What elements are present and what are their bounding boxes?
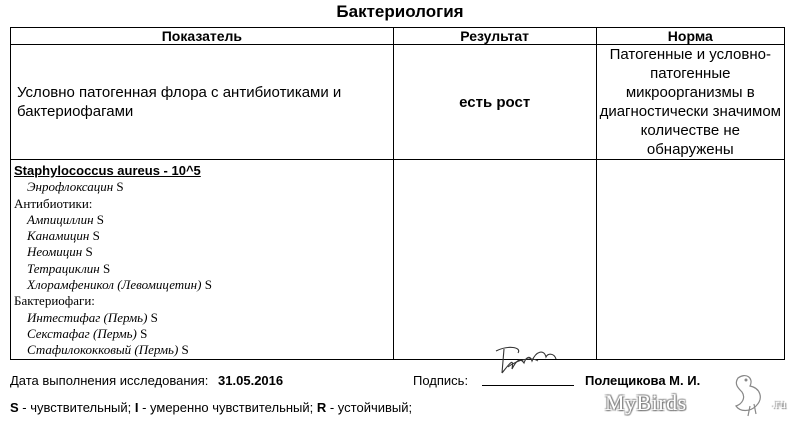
legend-text: - устойчивый; <box>326 400 413 415</box>
signature-line <box>482 385 574 386</box>
column-header-result: Результат <box>393 28 596 45</box>
legend-key: R <box>316 400 327 415</box>
date-line <box>10 373 283 388</box>
legend <box>10 400 412 415</box>
antibiotics-label: Антибиотики: <box>14 195 93 211</box>
table-row-details <box>11 160 785 360</box>
details-cell <box>11 160 394 360</box>
sensitivity-mark: S <box>85 244 93 260</box>
watermark-tld: .ru <box>772 396 787 411</box>
antibiotic-name: Хлорамфеникол (Левомицетин) <box>27 277 202 293</box>
signature-image <box>488 343 568 381</box>
sensitivity-mark: S <box>96 211 105 227</box>
organism-name: Staphylococcus aureus - 10^5 <box>14 163 201 178</box>
sensitivity-mark: S <box>204 277 212 293</box>
antibiotic-name: Канамицин <box>27 228 90 244</box>
sensitivity-mark: S <box>116 179 124 195</box>
norm-cell: Патогенные и условно-патогенные микроорганизмы в диагностически значимом количестве не обнаружены <box>596 45 784 160</box>
watermark-text: MyBirds <box>605 390 687 415</box>
phage-name: Интестифаг (Пермь) <box>27 309 148 325</box>
indicator-cell: Условно патогенная флора с антибиотиками и бактериофагами <box>11 45 394 160</box>
phage-name: Секстафаг (Пермь) <box>27 325 137 341</box>
phages-label: Бактериофаги: <box>14 293 95 309</box>
antibiotic-name: Неомицин <box>27 244 83 260</box>
watermark <box>605 370 795 422</box>
column-header-indicator: Показатель <box>11 28 394 45</box>
table-header-row <box>11 28 785 45</box>
antibiotic-name: Тетрациклин <box>27 260 100 276</box>
antibiotic-name: Ампициллин <box>27 211 94 227</box>
date-value: 31.05.2016 <box>218 373 284 388</box>
table-row <box>11 45 785 160</box>
sensitivity-mark: S <box>140 325 148 341</box>
column-header-norm: Норма <box>596 28 784 45</box>
legend-key: I <box>134 400 139 415</box>
page-title: Бактериология <box>336 2 464 21</box>
date-label: Дата выполнения исследования: <box>10 373 209 388</box>
result-cell: есть рост <box>393 45 596 160</box>
empty-norm-cell <box>596 160 784 360</box>
sensitivity-mark: S <box>150 309 158 325</box>
sensitivity-mark: S <box>102 260 111 276</box>
organism-drug: Энрофлоксацин <box>27 179 114 195</box>
signature-label: Подпись: <box>413 373 469 388</box>
phage-name: Стафилококковый (Пермь) <box>27 342 179 358</box>
empty-result-cell <box>393 160 596 360</box>
legend-key: S <box>10 400 19 415</box>
bacteriology-table <box>10 27 785 360</box>
bird-logo-icon <box>720 370 770 418</box>
sensitivity-mark: S <box>181 342 189 358</box>
signer-name: Полещикова М. И. <box>585 373 701 388</box>
sensitivity-mark: S <box>92 228 100 244</box>
legend-text: - умеренно чувствительный; <box>138 400 317 415</box>
legend-text: - чувствительный; <box>18 400 135 415</box>
